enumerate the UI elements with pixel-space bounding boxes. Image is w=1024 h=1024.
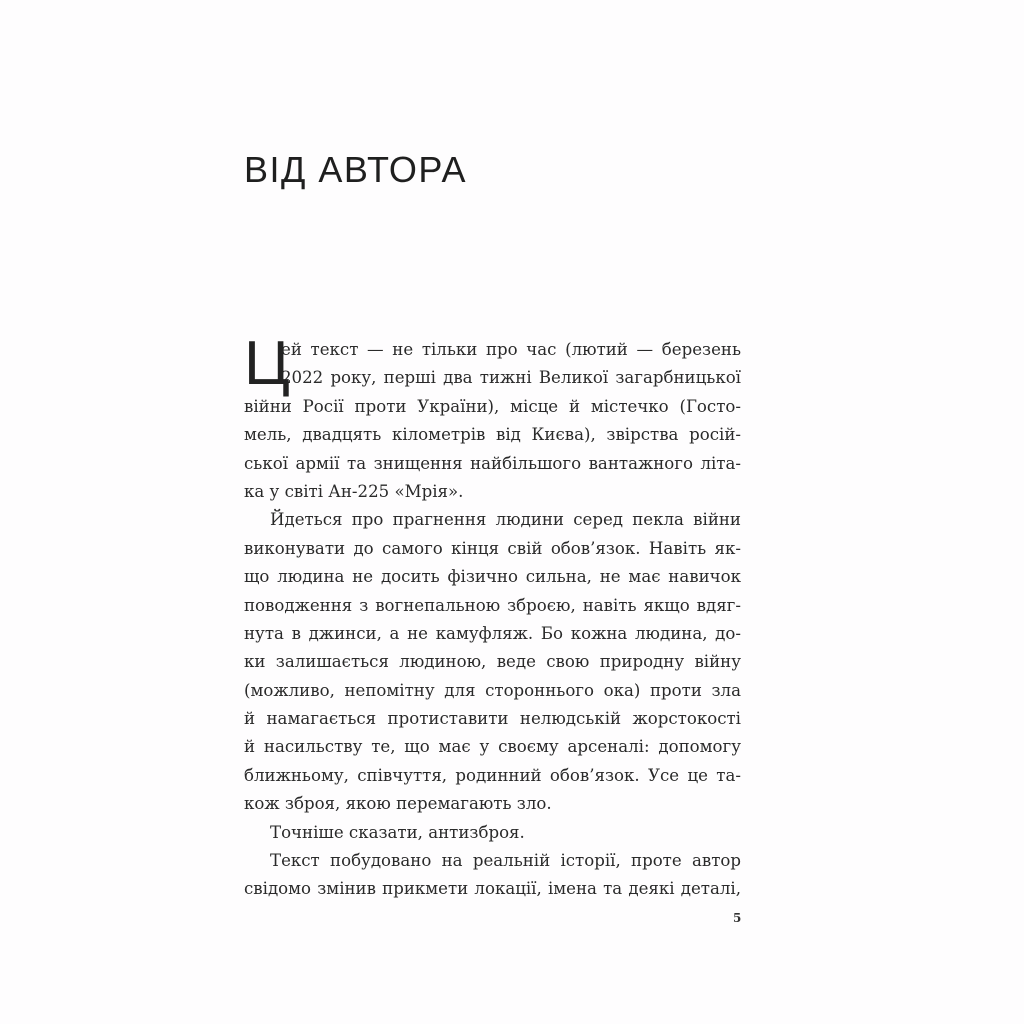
- text-line: кож зброя, якою перемагають зло.: [244, 794, 552, 814]
- text-line: свідомо змінив прикмети локації, імена та деякі деталі,: [244, 879, 741, 899]
- text-line: й насильству те, що має у своєму арсеналі: допомогу: [244, 737, 741, 757]
- text-line: ки залишається людиною, веде свою природну війну: [244, 652, 741, 672]
- text-line: ей текст — не тільки про час (лютий — березень: [281, 340, 741, 359]
- text-line: Текст побудовано на реальній історії, проте автор: [270, 851, 741, 871]
- page-number: 5: [733, 911, 742, 925]
- text-line: ської армії та знищення найбільшого вантажного літа-: [244, 453, 741, 473]
- text-line: поводження з вогнепальною зброєю, навіть якщо вдяг-: [244, 595, 741, 615]
- text-line: мель, двадцять кілометрів від Києва), звірства росій-: [244, 425, 741, 445]
- text-line: ка у світі Ан-225 «Мрія».: [244, 481, 464, 501]
- text-line: ближньому, співчуття, родинний обов’язок. Усе це та-: [244, 765, 741, 785]
- text-line: й намагається протиставити нелюдській жорстокості: [244, 709, 741, 729]
- chapter-title: ВІД АВТОРА: [244, 149, 468, 190]
- text-line: виконувати до самого кінця свій обов’язок. Навіть як-: [244, 538, 741, 558]
- text-line: нута в джинси, а не камуфляж. Бо кожна людина, до-: [244, 623, 741, 643]
- text-line: (можливо, непомітну для стороннього ока) проти зла: [244, 680, 741, 700]
- text-line: війни Росії проти України), місце й містечко (Госто-: [244, 396, 741, 416]
- drop-cap: Ц: [244, 329, 290, 398]
- text-line: що людина не досить фізично сильна, не має навичок: [244, 567, 741, 587]
- body-text: [244, 329, 741, 904]
- text-line: Йдеться про прагнення людини серед пекла війни: [270, 510, 741, 530]
- text-line: Точніше сказати, антизброя.: [270, 822, 525, 842]
- text-line: 2022 року, перші два тижні Великої загарбницької: [281, 368, 741, 388]
